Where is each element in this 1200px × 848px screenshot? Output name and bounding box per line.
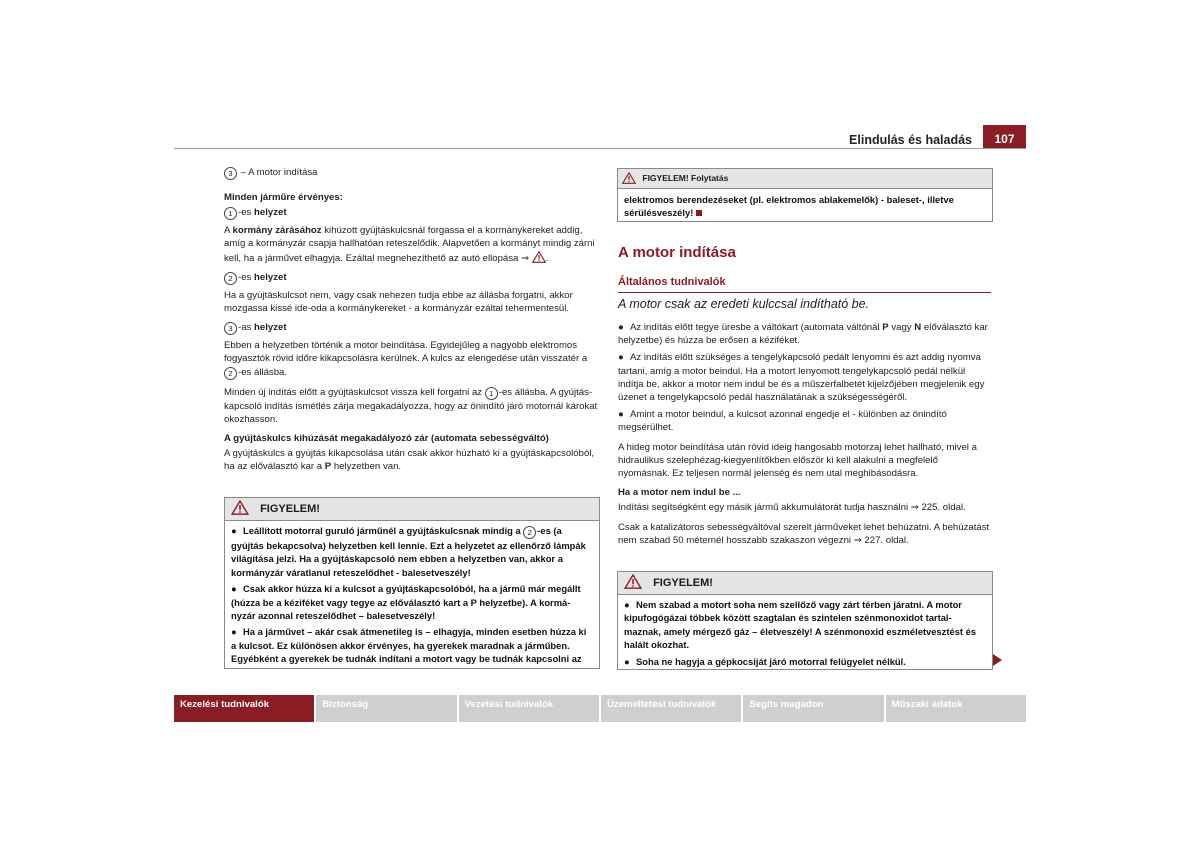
not-start-paragraph: Indítási segítségként egy másik jármű akkumulátorát tudja használni ⇒ 225. oldal. bbox=[618, 502, 966, 514]
position-2-paragraph: Ha a gyújtáskulcsot nem, vagy csak nehezen tudja ebbe az állásba forgatni, akkor mozgassa kissé ide-oda a kormánykereket - a kormányzár ezáltal tehermentesül. bbox=[224, 289, 573, 315]
warning-triangle-icon bbox=[231, 500, 249, 515]
warning-bullet: ● Csak akkor húzza ki a kulcsot a gyújtáskapcsolóból, ha a jármű már megállt (húzza be a kéziféket vagy tegye az előválasztó kart a P helyzetbe). A kormá-nyzár azonnal reteszelődhet – balesetveszély! bbox=[231, 583, 581, 622]
position-3-heading: 3 -as helyzet bbox=[224, 321, 598, 335]
list-item: ● Az indítás előtt szükséges a tengelykapcsoló pedált lenyomni és azt addig nyomva tartani, amíg a motor beindul. Ha a motort lenyomott tengelykapcsoló pedál nélkül indítja be, akkor a motor nem indul be és a műszerfalbetét kijelzőjében megjelenik egy üzenet a tengelykapcsoló pedál használatának a szükségességéről. bbox=[618, 352, 985, 404]
warning-triangle-icon bbox=[624, 574, 642, 589]
page-number: 107 bbox=[983, 125, 1026, 149]
cold-start-paragraph: A hideg motor beindítása után rövid ideig hangosabb motorzaj lehet hallható, mivel a hidraulikus szelephézag-kiegyenlítőkben először ki kell alakulni a megfelelő nyomásnak. Ez teljesen normál jelenség és nem utal meghibásodásra. bbox=[618, 441, 977, 480]
warning-body bbox=[618, 595, 992, 674]
item-heading: 3 – A motor indítása bbox=[224, 166, 598, 180]
warning-bullet: ● Ha a járművet – akár csak átmenetileg is – elhagyja, minden esetben húzza ki a kulcsot. Ez különösen akkor érvényes, ha gyerekek maradnak a járműben. Egyébként a gyerekek be tudnák indítani a motort vagy be tudnák kapcsolni az bbox=[231, 626, 587, 665]
lead-sentence: A motor csak az eredeti kulccsal indítható be. bbox=[618, 297, 870, 311]
warning-body bbox=[225, 521, 599, 672]
left-column bbox=[224, 166, 598, 480]
warning-body: elektromos berendezéseket (pl. elektromos ablakemelők) - baleset-, illetve sérülésveszély! bbox=[624, 194, 954, 219]
interlock-heading: A gyújtáskulcs kihúzását megakadályozó zár (automata sebességváltó) bbox=[224, 433, 549, 445]
warning-title: FIGYELEM! bbox=[653, 577, 713, 589]
warning-triangle-icon bbox=[532, 251, 546, 263]
chapter-navigation bbox=[174, 695, 1026, 722]
subsection-title: Általános tudnivalók bbox=[618, 276, 726, 288]
tab-segits-magadon[interactable]: Segíts magadon bbox=[743, 695, 883, 722]
number-circle: 3 bbox=[224, 167, 237, 180]
warning-bullet: ● Nem szabad a motort soha nem szellőző vagy zárt térben járatni. A motor kipufogógázai többek között szagtalan és szintelen szénmonoxidot tartal-maznak, amely mérgező gáz – életveszély! A szénmonoxid eszméletvesztést és halált okozhat. bbox=[624, 599, 977, 651]
list-item: ● Amint a motor beindul, a kulcsot azonnal engedje el - különben az önindító megsérülhet. bbox=[618, 409, 947, 434]
warning-header bbox=[225, 498, 599, 521]
tab-kezelesi-tudnivalok[interactable]: Kezelési tudnivalók bbox=[174, 695, 314, 722]
interlock-paragraph: A gyújtáskulcs a gyújtás kikapcsolása után csak akkor húzható ki a gyújtáskapcsolóból, ha az előválasztó kar a P helyzetben van. bbox=[224, 448, 595, 473]
tab-muszaki-adatok[interactable]: Műszaki adatok bbox=[886, 695, 1026, 722]
not-start-heading: Ha a motor nem indul be ... bbox=[618, 487, 741, 499]
warning-header bbox=[618, 572, 992, 595]
list-item: ● Az indítás előtt tegye üresbe a váltókart (automata váltónál P vagy N előválasztó kar helyzetbe) és húzza be erősen a kéziféket. bbox=[618, 322, 988, 347]
position-2-heading: 2 -es helyzet bbox=[224, 271, 598, 285]
position-3-paragraph: Ebben a helyzetben történik a motor beindítása. Egyidejűleg a nagyobb elektromos fogyasztók rövid időre kikapcsolásra kerülnek. A kulcs az elengedése után visszatér a 2 -es állásba. bbox=[224, 340, 588, 378]
warning-title: FIGYELEM! bbox=[260, 503, 320, 515]
warning-box-left bbox=[224, 497, 600, 669]
subsection-rule bbox=[618, 292, 991, 293]
header-divider bbox=[174, 148, 1026, 149]
steering-lock-paragraph: A kormány zárásához kihúzott gyújtáskulcsnál forgassa el a kormánykereket addig, amíg a kormányzár csapja hallhatóan reteszelődik. Alapvetően a kormányt mindig zárni kell, ha a járművet elhagyja. Ezáltal megnehezíthető az autó ellopása ⇒ . bbox=[224, 225, 595, 264]
right-column bbox=[618, 321, 992, 553]
next-page-arrow-icon[interactable] bbox=[993, 654, 1002, 666]
section-header-title: Elindulás és haladás bbox=[849, 133, 972, 147]
tab-uzemeltetesi-tudnivalok[interactable]: Üzemeltetési tudnivalók bbox=[601, 695, 741, 722]
towing-paragraph: Csak a katalizátoros sebességváltóval szerelt járműveket lehet behúzatni. A behúzatást nem szabad 50 méternél hosszabb szakaszon végezni ⇒ 227. oldal. bbox=[618, 521, 990, 546]
restart-paragraph: Minden új indítás előtt a gyújtáskulcsot vissza kell forgatni az 1 -es állásba. A gyújtás-kapcsoló indítás ismétlés zárja megakadályozza, hogy az önindító járó motornál károkat okozhasson. bbox=[224, 386, 598, 425]
warning-box-continued bbox=[617, 168, 993, 222]
warning-triangle-icon bbox=[622, 172, 636, 184]
tab-vezetesi-tudnivalok[interactable]: Vezetési tudnivalók bbox=[459, 695, 599, 722]
warning-box-right bbox=[617, 571, 993, 670]
end-square-icon bbox=[696, 210, 702, 216]
warning-bullet: ● Leállított motorral guruló járműnél a gyújtáskulcsnak mindig a 2 -es (a gyújtás bekapcsolva) helyzetben kell lennie. Ezt a helyzetet az ellenőrző lámpák világítása jelzi. Ha a gyújtáskapcsoló nem ebben a helyzetben van, akkor a kormányzár váratlanul reteszelődhet - balesetveszély! bbox=[231, 525, 586, 578]
position-1-heading: 1 -es helyzet bbox=[224, 206, 598, 220]
warning-title: FIGYELEM! Folytatás bbox=[642, 173, 729, 183]
tab-biztonsag[interactable]: Biztonság bbox=[316, 695, 456, 722]
section-title: A motor indítása bbox=[618, 244, 736, 261]
validity-note: Minden járműre érvényes: bbox=[224, 192, 343, 203]
warning-header bbox=[618, 169, 992, 189]
warning-bullet: ● Soha ne hagyja a gépkocsiját járó motorral felügyelet nélkül. bbox=[624, 655, 906, 667]
